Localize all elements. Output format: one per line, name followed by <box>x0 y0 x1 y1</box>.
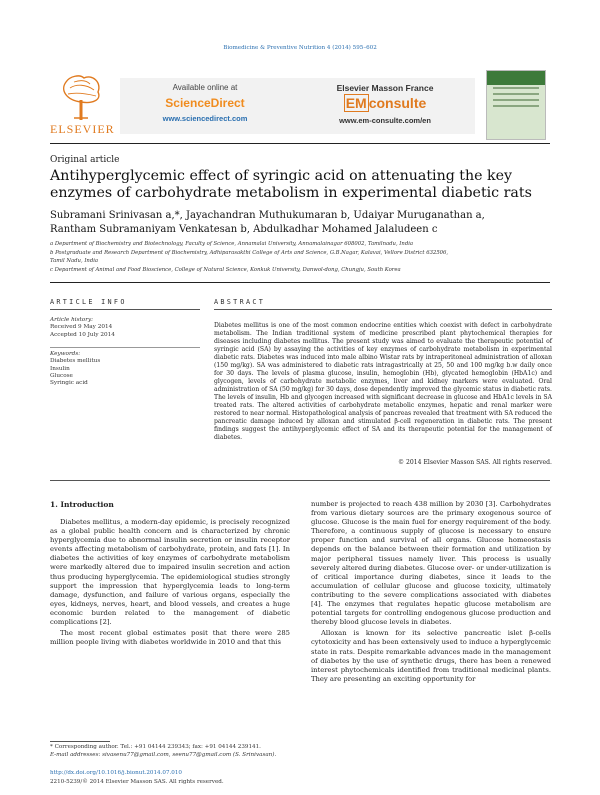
paragraph: Alloxan is known for its selective pancreatic islet β-cells cytotoxicity and has been extensively used to induce a hyperglycemic state in rats. Despite remarkable advances made in the management of diabetes by the use of synthetic drugs, there has been a renewed interest phytochemicals identified from traditional medicinal plants. They are presenting an exciting opportunity for <box>311 629 551 683</box>
em-consulte-logo <box>295 95 475 111</box>
em-publisher-label: Elsevier Masson France <box>336 83 434 93</box>
article-title: Antihyperglycemic effect of syringic acid on attenuating the key enzymes of carbohydrate metabolism in experimental diabetic rats <box>50 168 532 201</box>
paragraph: Diabetes mellitus, a modern-day epidemic, is precisely recognized as a global public health concern and is characterized by chronic hyperglycemia due to abnormal insulin secretion or insulin receptor events affecting metabolism of carbohydrate, protein, and fats [1]. In diabetes the activities of key enzymes of carbohydrate metabolism were markedly altered due to impaired insulin secretion and action thus producing hyperglycemia. The epidemiological studies strongly support the impression that hyperglycemia leads to long-term damage, dysfunction, and failure of various organs, especially the eyes, kidneys, nerves, heart, and blood vessels, and creates a huge economic burden related to the management of diabetic complications [2]. <box>50 518 290 627</box>
abstract-copyright: © 2014 Elsevier Masson SAS. All rights reserved. <box>397 459 552 466</box>
banner-links <box>120 78 475 134</box>
paragraph: The most recent global estimates posit that there were 285 million people living with diabetes worldwide in 2010 and that this <box>50 629 290 647</box>
em-prefix: EM <box>345 95 367 111</box>
left-column <box>50 518 290 649</box>
elsevier-wordmark: ELSEVIER <box>50 122 115 136</box>
issn-line: 2210-5239/© 2014 Elsevier Masson SAS. All rights reserved. <box>50 779 224 785</box>
footnote-rule <box>50 741 110 742</box>
right-column <box>311 500 551 686</box>
abstract-text: Diabetes mellitus is one of the most common endocrine entities which coexist with defect in carbohydrate metabolism. The Indian traditional system of medicine prescribed plant phytochemical therapies for diseases including diabetes mellitus. The present study was aimed to evaluate the therapeutic potential of syringic acid (SA) by assaying the activities of key enzymes of carbohydrate metabolism in experimental diabetic rats. Diabetes was induced into male albino Wistar rats by intraperitoneal administration of alloxan (150 mg/kg). SA was administered to diabetic rats intragastrically at 25, 50 and 100 mg/kg b.w daily once for 30 days. The levels of plasma glucose, insulin, hemoglobin (Hb), glycated hemoglobin (HbA1c) and glycogen, levels of carbohydrate metabolic enzymes, liver and kidney markers were evaluated. Oral administration of SA (50 mg/kg) for 30 days, dose dependently improved the glycemic status in diabetic rats. The levels of insulin, Hb and glycogen increased with significant decrease in glucose and HbA1c levels in SA treated rats. The altered activities of carbohydrate metabolic enzymes, hepatic and renal marker were restored to near normal. Histopathological analysis of pancreas revealed that treatment with SA reduced the pancreatic damage induced by alloxan and stimulated β-cell regeneration in diabetic rats. The present findings suggest the antihyperglycemic effect of SA and its therapeutic potential for the management of diabetes. <box>214 322 552 441</box>
abstract-header: ABSTRACT <box>214 298 266 306</box>
section-heading-introduction: 1. Introduction <box>50 500 114 509</box>
article-history <box>50 317 200 339</box>
keywords-label: Keywords: <box>50 351 81 357</box>
info-rule <box>50 309 200 310</box>
affiliation-rule <box>50 282 550 283</box>
affiliation-c: c Department of Animal and Food Bioscience, College of Natural Science, Konkuk University, Danwol-dong, Chungju, South Korea <box>50 267 401 273</box>
elsevier-tree-icon <box>56 72 106 122</box>
sciencedirect-name: ScienceDirect <box>165 96 245 110</box>
info-divider <box>50 347 200 348</box>
email-note[interactable]: E-mail addresses: sivasenu77@gmail.com, seenu77@gmail.com (S. Srinivasan). <box>50 752 277 758</box>
journal-citation[interactable]: Biomedicine & Preventive Nutrition 4 (2014) 595–602 <box>223 45 377 51</box>
sciencedirect-link[interactable]: www.sciencedirect.com <box>162 114 248 123</box>
elsevier-logo <box>50 70 115 136</box>
corresponding-author-note: * Corresponding author. Tel.: +91 04144 239343; fax: +91 04144 239141. <box>50 744 261 750</box>
keyword: Syringic acid <box>50 380 88 387</box>
authors-line-2[interactable]: Rantham Subramaniyam Venkatesan b, Abdulkadhar Mohamed Jalaludeen c <box>50 224 438 235</box>
header-rule <box>50 143 550 144</box>
accepted-date: Accepted 10 July 2014 <box>50 331 115 338</box>
cover-header-band <box>487 71 545 85</box>
affiliation-b-cont: Tamil Nadu, India <box>50 258 99 264</box>
keyword: Glucose <box>50 372 73 379</box>
keywords-block <box>50 351 200 387</box>
em-suffix: consulte <box>368 95 427 111</box>
abstract-rule <box>214 309 552 310</box>
sciencedirect-available-label: Available online at <box>172 83 238 92</box>
article-type: Original article <box>50 155 120 165</box>
affiliation-a: a Department of Biochemistry and Biotechnology, Faculty of Science, Annamalai University, Annamalainagar 608002, Tamilnadu, India <box>50 241 414 247</box>
author-list <box>50 209 550 237</box>
abstract-end-rule <box>50 480 550 481</box>
affiliation-b: b Postgraduate and Research Department of Biochemistry, Adhiparasakthi College of Arts and Science, G.B.Nagar, Kalavai, Vellore District 632506, <box>50 250 449 256</box>
article-info-header: ARTICLE INFO <box>50 298 127 306</box>
keyword: Insulin <box>50 365 70 372</box>
authors-line-1[interactable]: Subramani Srinivasan a,*, Jayachandran Muthukumaran b, Udaiyar Muruganathan a, <box>50 210 485 221</box>
keyword: Diabetes mellitus <box>50 358 101 365</box>
received-date: Received 9 May 2014 <box>50 324 113 331</box>
em-consulte-link[interactable]: www.em-consulte.com/en <box>339 116 431 125</box>
paragraph: number is projected to reach 438 million by 2030 [3]. Carbohydrates from various dietary sources are the primary exogenous source of glucose. Glucose is the main fuel for energy requirement of the body. Therefore, a continuous supply of glucose is necessary to ensure proper function and survival of all organs. Glucose homeostasis depends on the balance between their formation and utilization by major peripheral tissues namely liver. This process is usually severely altered during diabetes. Glucose over- or under-utilization is of critical importance during diabetes, since it leads to the accumulation of cellular glucose and glucose toxicity, ultimately contributing to the severe complications associated with diabetes [4]. The enzymes that regulates hepatic glucose metabolism are potential targets for controlling endogenous glucose production and thereby blood glucose levels in diabetes. <box>311 500 551 627</box>
publisher-banner <box>50 70 550 140</box>
doi-link[interactable]: http://dx.doi.org/10.1016/j.bionut.2014.07.010 <box>50 770 182 776</box>
journal-cover-image <box>486 70 546 140</box>
history-label: Article history: <box>50 317 94 323</box>
